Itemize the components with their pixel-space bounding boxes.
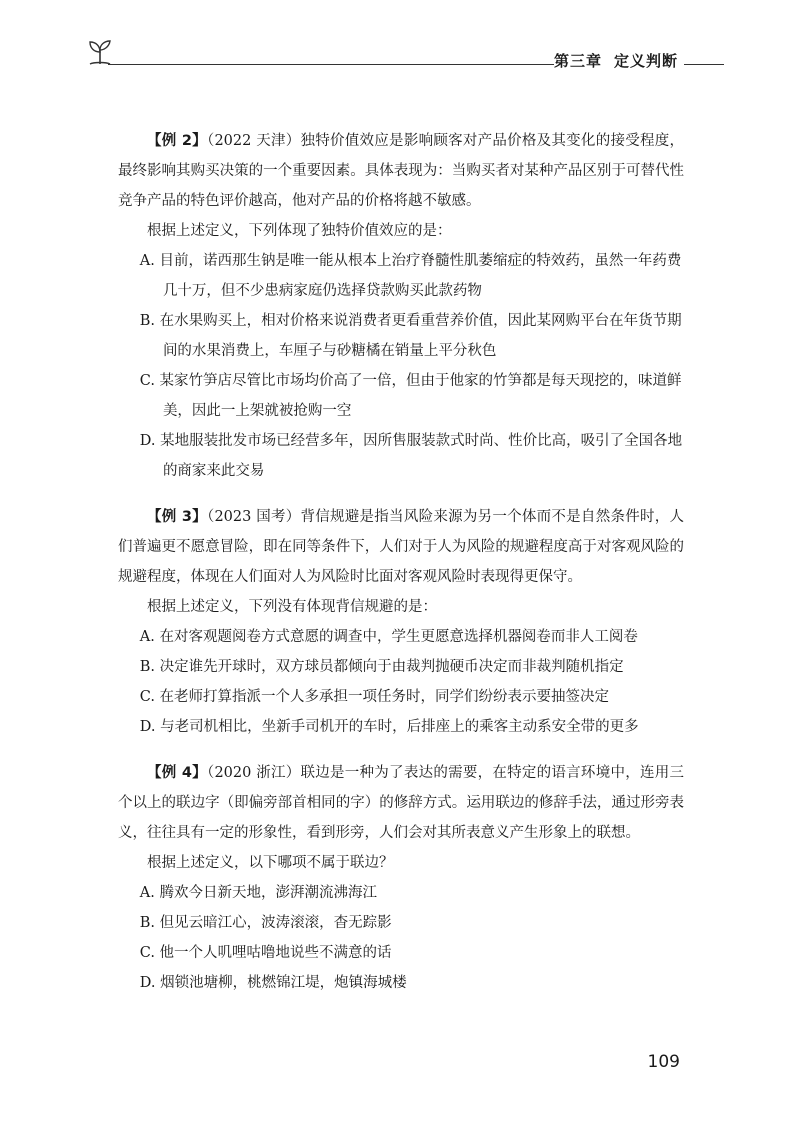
option-a: A. 在对客观题阅卷方式意愿的调查中，学生更愿意选择机器阅卷而非人工阅卷 xyxy=(139,629,638,645)
example-definition xyxy=(118,126,684,216)
option-list xyxy=(118,246,684,486)
page-number: 109 xyxy=(647,1052,680,1072)
definition-text: 联边是一种为了表达的需要，在特定的语言环境中，连用三个以上的联边字（即偏旁部首相同的字）的修辞方式。运用联边的修辞手法，通过形旁表义，往往具有一定的形象性，看到形旁，人们会对其所表意义产生形象上的联想。 xyxy=(118,765,684,841)
option-c: C. 某家竹笋店尽管比市场均价高了一倍，但由于他家的竹笋都是每天现挖的，味道鲜美，因此一上架就被抢购一空 xyxy=(139,373,682,419)
example-3 xyxy=(118,502,684,742)
option-d: D. 某地服装批发市场已经营多年，因所售服装款式时尚、性价比高，吸引了全国各地的商家来此交易 xyxy=(139,433,683,479)
option-a: A. 目前，诺西那生钠是唯一能从根本上治疗脊髓性肌萎缩症的特效药，虽然一年药费几十万，但不少患病家庭仍选择贷款购买此款药物 xyxy=(139,253,682,299)
page-content xyxy=(118,126,684,1014)
option-list xyxy=(118,622,684,742)
option-b: B. 在水果购买上，相对价格来说消费者更看重营养价值，因此某网购平台在年货节期间的水果消费上，车厘子与砂糖橘在销量上平分秋色 xyxy=(139,313,682,359)
example-2 xyxy=(118,126,684,486)
option-d: D. 烟锁池塘柳，桃燃锦江堤，炮镇海城楼 xyxy=(139,975,407,991)
option-a: A. 腾欢今日新天地，澎湃潮流沸海江 xyxy=(139,885,377,901)
running-header xyxy=(84,36,724,76)
example-tag: 【例 3】 xyxy=(147,509,207,525)
chapter-number: 第三章 xyxy=(554,52,603,70)
header-rule-right xyxy=(684,64,724,65)
option-list xyxy=(118,878,684,998)
chapter-heading xyxy=(554,50,724,71)
example-source: （2022 天津） xyxy=(206,133,301,149)
option-c: C. 在老师打算指派一个人多承担一项任务时，同学们纷纷表示要抽签决定 xyxy=(139,689,610,705)
example-source: （2023 国考） xyxy=(206,509,301,525)
example-4 xyxy=(118,758,684,998)
example-source: （2020 浙江） xyxy=(206,765,301,781)
header-rule-left xyxy=(108,64,554,65)
example-question: 根据上述定义，以下哪项不属于联边？ xyxy=(147,855,394,871)
example-definition xyxy=(118,502,684,592)
option-b: B. 决定谁先开球时，双方球员都倾向于由裁判抛硬币决定而非裁判随机指定 xyxy=(139,659,624,675)
example-question: 根据上述定义，下列体现了独特价值效应的是： xyxy=(147,223,452,239)
example-question: 根据上述定义，下列没有体现背信规避的是： xyxy=(147,599,437,615)
definition-text: 背信规避是指当风险来源为另一个体而不是自然条件时，人们普遍更不愿意冒险，即在同等条件下，人们对于人为风险的规避程度高于对客观风险的规避程度，体现在人们面对人为风险时比面对客观风险时表现得更保守。 xyxy=(118,509,684,585)
chapter-title: 定义判断 xyxy=(614,52,679,70)
option-c: C. 他一个人叽哩咕噜地说些不满意的话 xyxy=(139,945,392,961)
example-definition xyxy=(118,758,684,848)
option-d: D. 与老司机相比，坐新手司机开的车时，后排座上的乘客主动系安全带的更多 xyxy=(139,719,639,735)
example-tag: 【例 4】 xyxy=(147,765,207,781)
definition-text: 独特价值效应是影响顾客对产品价格及其变化的接受程度，最终影响其购买决策的一个重要因素。具体表现为：当购买者对某种产品区别于可替代性竞争产品的特色评价越高，他对产品的价格将越不敏感。 xyxy=(118,133,684,209)
example-tag: 【例 2】 xyxy=(147,133,207,149)
option-b: B. 但见云暗江心，波涛滚滚，杳无踪影 xyxy=(139,915,392,931)
